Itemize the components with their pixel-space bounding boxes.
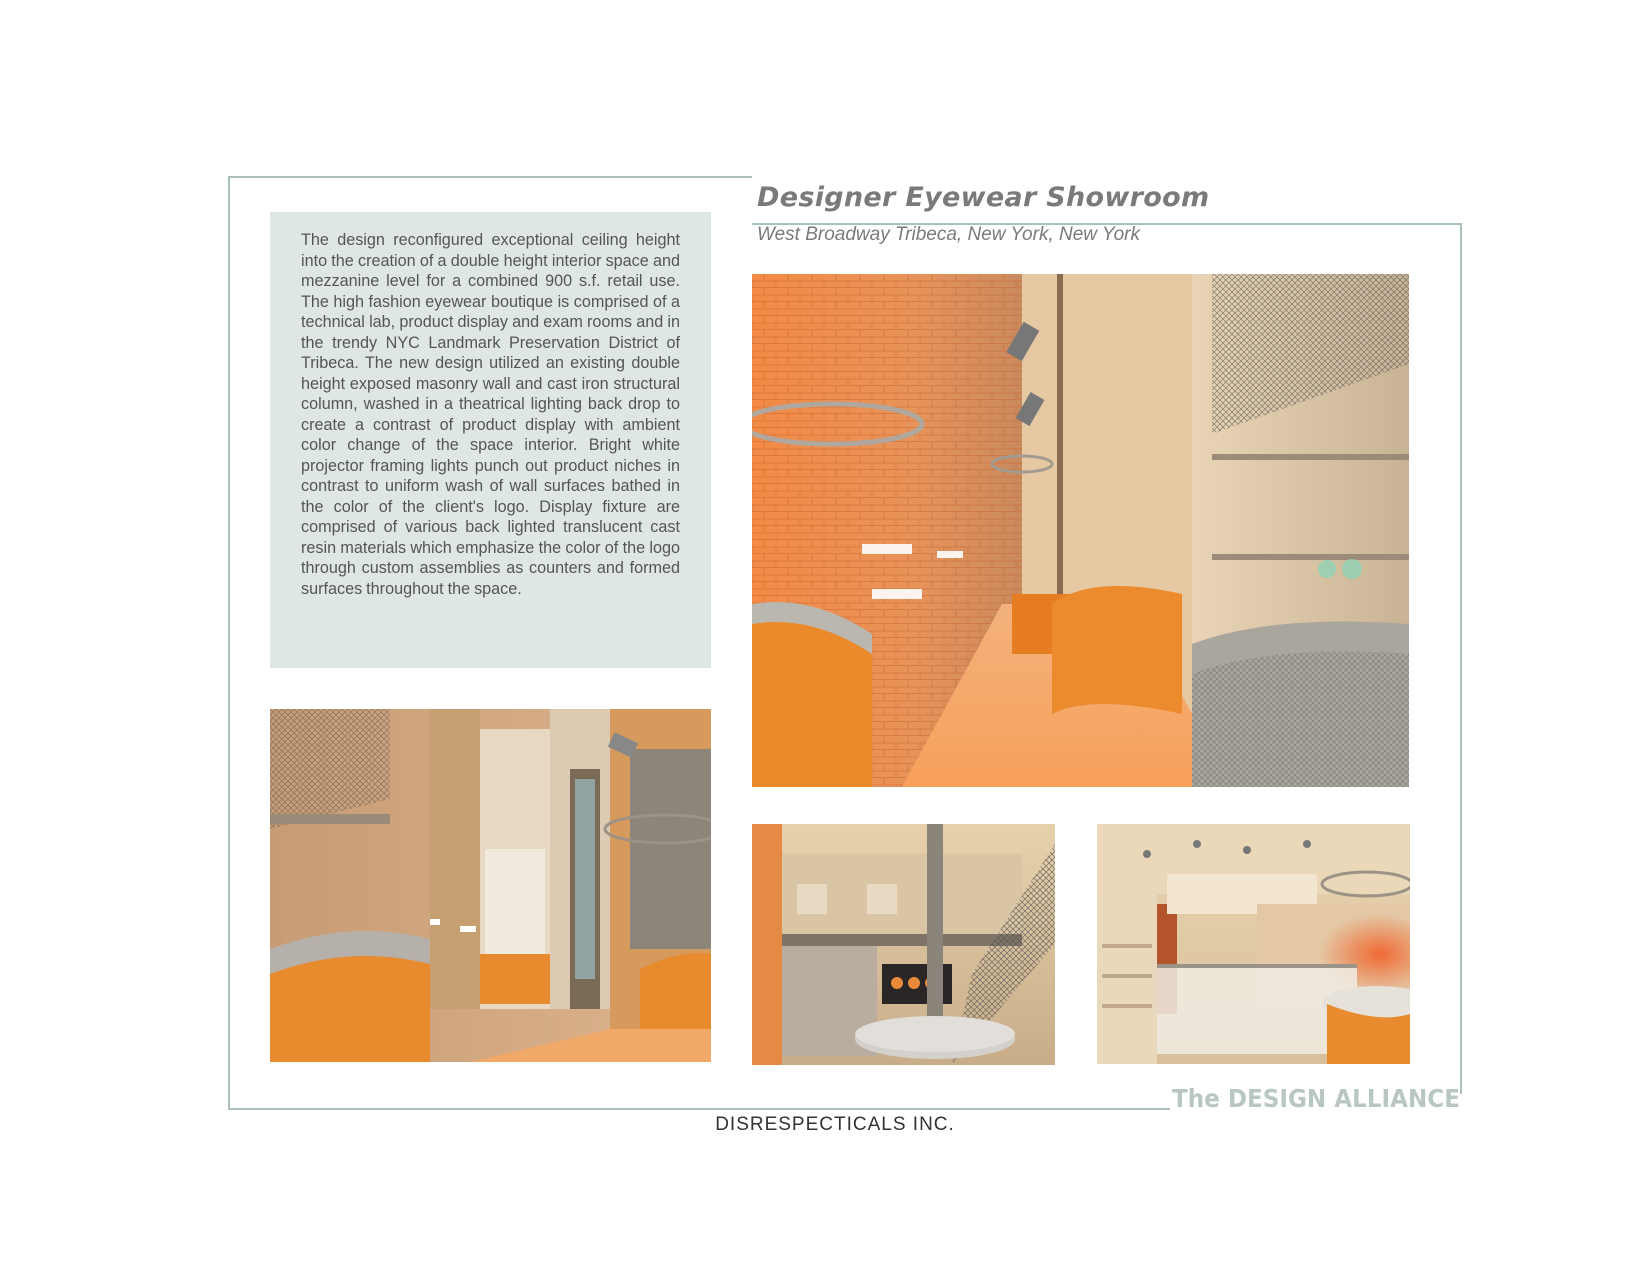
page-title: Designer Eyewear Showroom [757,182,1210,213]
frame-top-left [228,176,752,178]
photo-main-interior [752,274,1409,787]
photo-interior-mezzanine [1097,824,1410,1064]
frame-left [228,176,230,1110]
photo-interior-column [752,824,1055,1065]
company-name: DISRESPECTICALS INC. [715,1114,955,1135]
page-subtitle: West Broadway Tribeca, New York, New York [757,224,1140,245]
description-text: The design reconfigured exceptional ceiling height into the creation of a double height interior space and mezzanine level for a combined 900 s.f. retail use. The high fashion eyewear boutique is comprised of a technical lab, product display and exam rooms and in the trendy NYC Landmark Preservation District of Tribeca. The new design utilized an existing double height exposed masonry wall and cast iron structural column, washed in a theatrical lighting back drop to create a contrast of product display with ambient color change of the space interior. Bright white projector framing lights punch out product niches in contrast to uniform wash of wall surfaces bathed in the color of the client's logo. Display fixture are comprised of various back lighted translucent cast resin materials which emphasize the color of the logo through custom assemblies as counters and formed surfaces throughout the space. [301,231,680,598]
photo-interior-left [270,709,711,1062]
frame-right [1460,223,1462,1110]
svg-text:The DESIGN ALLIANCE: The DESIGN ALLIANCE [1172,1084,1460,1113]
description-box [270,212,711,668]
design-alliance-logo [1170,1080,1462,1114]
